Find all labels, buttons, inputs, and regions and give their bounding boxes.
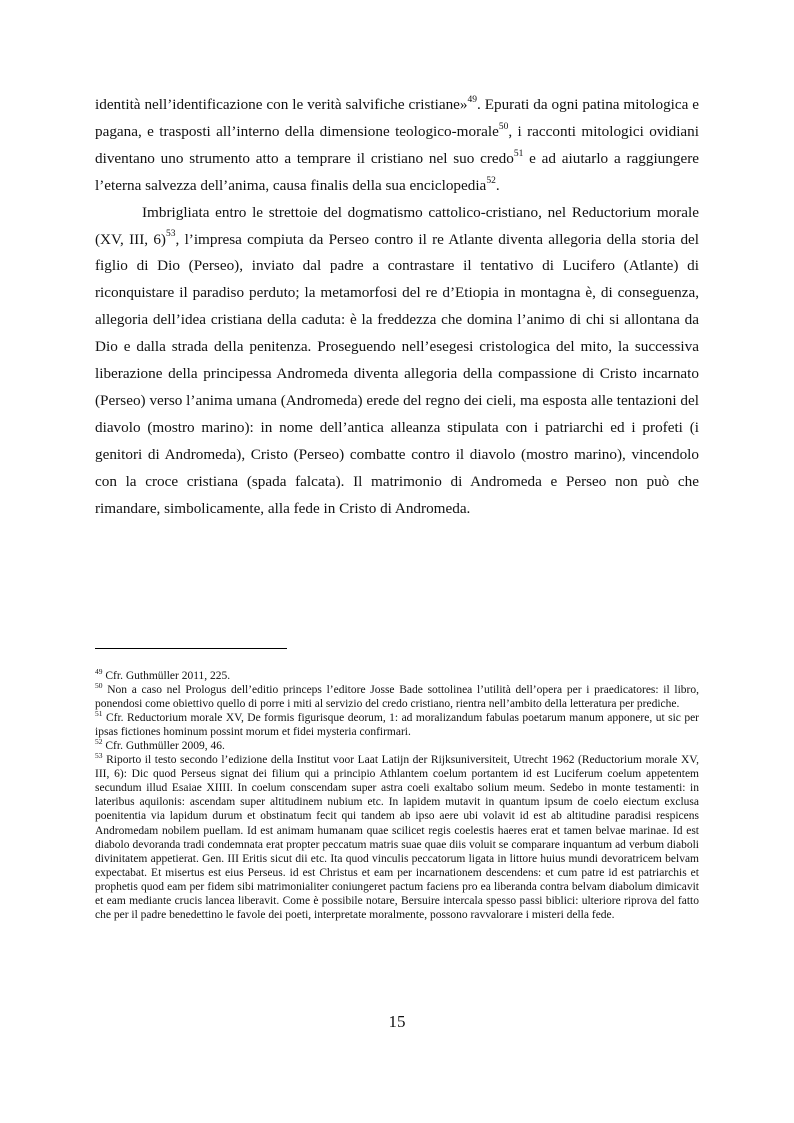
- footnote-ref-51[interactable]: 51: [513, 148, 524, 159]
- footnote-separator: [95, 648, 287, 649]
- footnote-ref-53[interactable]: 53: [166, 229, 176, 240]
- footnote-text: Non a caso nel Prologus dell’editio princeps l’editore Josse Bade sottolinea l’utilità dell’opera per i praedicatores: il libro, ponendosi come obiettivo quello di porre i miti al servizio del credo cristiano, rientra nell’ambito della letteratura per prediche.: [95, 684, 699, 711]
- footnote-52: [95, 739, 699, 753]
- footnote-53: [95, 753, 699, 922]
- text-run: . Epurati da ogni patina mitologica e pagana, e trasposti all’interno della dimensione teologico-morale: [95, 96, 700, 140]
- footnote-50: [95, 683, 699, 711]
- footnote-text: Riporto il testo secondo l’edizione della Institut voor Laat Latijn der Rijksuniversiteit, Utrecht 1962 (Reductorium morale XV, III, 6): Dic quod Perseus signat dei filium qui a principio Athlantem coelum portantem id est Luciferum coelum appetentem secundum illud Esaiae XIIII. In coelum conscendam super astra coeli exaltabo solium meum. Sedebo in monte testamenti: in lateribus aquilonis: ascendam super altitudinem nubium etc. In lapidem mutavit in quantum ipsum de coelo eiectum exclusa poenitentia via lapidum durum et obstinatum fecit qui tandem ab ipso aere ubi volavit id est ab altitudine paradisi respicens Andromedam nobilem puellam. Id est animam humanam quae scilicet regis coelestis haeres erat et tamen belvae marinae. Id est diabolo devoranda tradi condemnata erat propter peccatum matris suae quae diis voluit se comparare inquantum ad verbum diaboli divinitatem appetierat. Gen. III Eritis sicut dii etc. Ita quod vinculis peccatorum ligata in littore huius mundi devoratricem belvam expectabat. Et misertus est eius Perseus. id est Christus et eam per incarnationem descendens: et cum patre id est patriarchis et prophetis quod eam per fidem sibi matrimonialiter coniungeret pactum faciens pro ea liberanda contra belvam diabolum dimicavit et eam mediante crucis lancea liberavit. Come è possibile notare, Bersuire intercala spesso passi biblici: ulteriore riprova del fatto che per il padre benedettino le favole dei poeti, interpretate moralmente, possono ravvalorare i misteri della fede.: [95, 754, 699, 921]
- footnote-text: Cfr. Guthmüller 2011, 225.: [105, 670, 231, 682]
- paragraph-1: [95, 92, 699, 200]
- text-run: Imbrigliata entro le strettoie del dogmatismo cattolico-cristiano, nel Reductorium morale (XV, III, 6): [95, 203, 699, 248]
- footnote-number: 53: [95, 751, 103, 761]
- footnote-ref-52[interactable]: 52: [486, 175, 496, 186]
- footnotes: [95, 669, 699, 922]
- text-run: , l’impresa compiuta da Perseo contro il re Atlante diventa allegoria della storia del figlio di Dio (Perseo), inviato dal padre a contrastare il tentativo di Lucifero (Atlante) di riconquistare il paradiso perduto; la metamorfosi del re d’Etiopia in montagna è, di conseguenza, allegoria dell’idea cristiana della caduta: è la freddezza che domina l’animo di chi si allontana da Dio e dalla strada della penitenza. Proseguendo nell’esegesi cristologica del mito, la successiva liberazione della principessa Andromeda diventa allegoria della compassione di Cristo incarnato (Perseo) verso l’anima umana (Andromeda) erede del regno dei cieli, ma esposta alle tentazioni del diavolo (mostro marino): in nome dell’antica alleanza stipulata con i patriarchi ed i profeti (i genitori di Andromeda), Cristo (Perseo) combatte contro il diavolo (mostro marino), vincendolo con la croce cristiana (spada falcata). Il matrimonio di Andromeda e Perseo non può che rimandare, simbolicamente, alla fede in Cristo di Andromeda.: [95, 230, 700, 517]
- text-run: , i racconti mitologici ovidiani diventano uno strumento atto a temprare il cristiano nel suo credo: [95, 122, 699, 167]
- footnote-number: 51: [95, 709, 103, 719]
- footnote-number: 50: [95, 681, 103, 691]
- main-text: [95, 92, 699, 523]
- footnote-number: 52: [95, 737, 103, 747]
- page-number: 15: [388, 1012, 406, 1031]
- footnote-text: Cfr. Reductorium morale XV, De formis figurisque deorum, 1: ad moralizandum fabulas poetarum manum apponere, ut sic per ipsas fictiones hominum possint morum et fidei mysteria confirmari.: [95, 712, 699, 739]
- footnote-text: Cfr. Guthmüller 2009, 46.: [105, 740, 225, 753]
- footnote-ref-49[interactable]: 49: [467, 94, 478, 105]
- text-run: identità nell’identificazione con le verità salvifiche cristiane»: [95, 96, 468, 113]
- footnote-49: [95, 669, 699, 683]
- footnote-ref-50[interactable]: 50: [498, 121, 509, 132]
- paragraph-2: [95, 200, 699, 523]
- footnote-51: [95, 711, 699, 739]
- text-run: .: [495, 176, 500, 194]
- text-run: e ad aiutarlo a raggiungere l’eterna salvezza dell’anima, causa finalis della sua enciclopedia: [95, 149, 699, 194]
- footnote-number: 49: [95, 667, 103, 677]
